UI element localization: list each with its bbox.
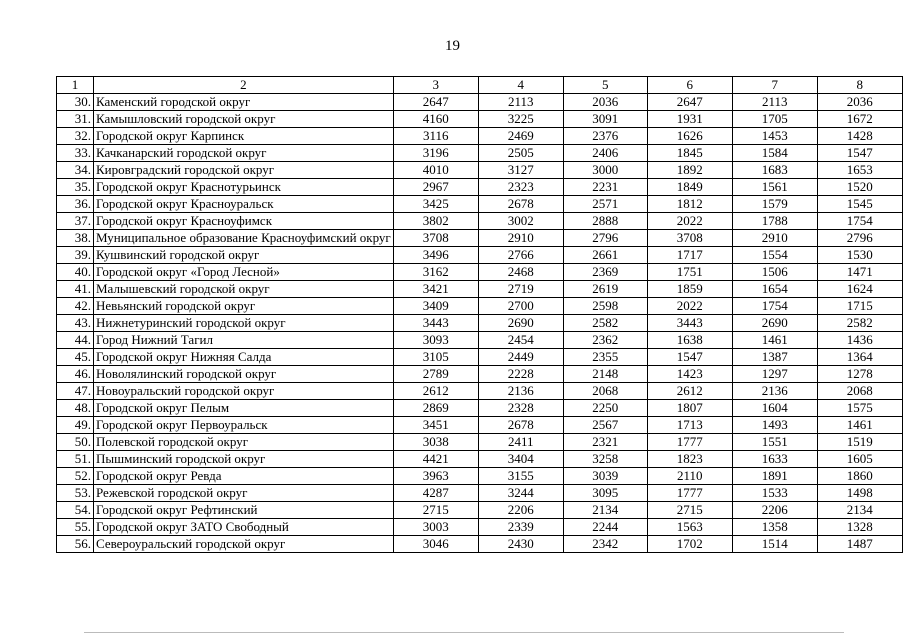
municipality-name: Малышевский городской округ [94, 281, 394, 298]
table-row [57, 366, 903, 383]
value-col-4: 2323 [478, 179, 563, 196]
value-col-7: 1387 [732, 349, 817, 366]
header-cell-1: 1 [57, 77, 94, 94]
header-cell-7: 7 [732, 77, 817, 94]
table-row [57, 162, 903, 179]
value-col-7: 1788 [732, 213, 817, 230]
value-col-6: 2612 [647, 383, 732, 400]
value-col-4: 2678 [478, 417, 563, 434]
value-col-8: 2068 [817, 383, 902, 400]
table-row [57, 451, 903, 468]
value-col-6: 1423 [647, 366, 732, 383]
value-col-5: 2571 [563, 196, 647, 213]
municipality-name: Городской округ Нижняя Салда [94, 349, 394, 366]
table-row [57, 94, 903, 111]
value-col-5: 3095 [563, 485, 647, 502]
municipality-name: Городской округ Красноуфимск [94, 213, 394, 230]
value-col-4: 3155 [478, 468, 563, 485]
value-col-7: 1506 [732, 264, 817, 281]
page-number: 19 [445, 38, 460, 54]
row-number: 56. [57, 536, 94, 553]
value-col-6: 2110 [647, 468, 732, 485]
row-number: 35. [57, 179, 94, 196]
value-col-5: 2661 [563, 247, 647, 264]
value-col-7: 1297 [732, 366, 817, 383]
value-col-8: 1624 [817, 281, 902, 298]
value-col-6: 1713 [647, 417, 732, 434]
value-col-3: 2612 [393, 383, 478, 400]
table-row [57, 179, 903, 196]
value-col-6: 2022 [647, 298, 732, 315]
header-cell-3: 3 [393, 77, 478, 94]
row-number: 38. [57, 230, 94, 247]
value-col-4: 2678 [478, 196, 563, 213]
row-number: 41. [57, 281, 94, 298]
value-col-4: 2505 [478, 145, 563, 162]
value-col-4: 2206 [478, 502, 563, 519]
value-col-8: 2582 [817, 315, 902, 332]
municipality-name: Полевской городской округ [94, 434, 394, 451]
value-col-4: 2719 [478, 281, 563, 298]
table-row [57, 383, 903, 400]
value-col-7: 2690 [732, 315, 817, 332]
value-col-5: 2406 [563, 145, 647, 162]
value-col-8: 1278 [817, 366, 902, 383]
value-col-7: 1604 [732, 400, 817, 417]
value-col-4: 2469 [478, 128, 563, 145]
value-col-7: 1493 [732, 417, 817, 434]
value-col-3: 3421 [393, 281, 478, 298]
value-col-6: 1563 [647, 519, 732, 536]
value-col-7: 1584 [732, 145, 817, 162]
value-col-7: 1358 [732, 519, 817, 536]
value-col-3: 3409 [393, 298, 478, 315]
value-col-8: 1605 [817, 451, 902, 468]
municipality-name: Городской округ Пелым [94, 400, 394, 417]
table-row [57, 519, 903, 536]
value-col-7: 1891 [732, 468, 817, 485]
value-col-8: 1498 [817, 485, 902, 502]
municipality-name: Новоуральский городской округ [94, 383, 394, 400]
value-col-8: 1754 [817, 213, 902, 230]
row-number: 48. [57, 400, 94, 417]
value-col-3: 3443 [393, 315, 478, 332]
value-col-3: 2647 [393, 94, 478, 111]
value-col-5: 2796 [563, 230, 647, 247]
table-row [57, 417, 903, 434]
value-col-3: 3802 [393, 213, 478, 230]
row-number: 51. [57, 451, 94, 468]
row-number: 52. [57, 468, 94, 485]
value-col-4: 2113 [478, 94, 563, 111]
value-col-3: 4421 [393, 451, 478, 468]
table-row [57, 128, 903, 145]
municipality-name: Каменский городской округ [94, 94, 394, 111]
value-col-7: 1754 [732, 298, 817, 315]
municipality-name: Городской округ Ревда [94, 468, 394, 485]
value-col-3: 4160 [393, 111, 478, 128]
value-col-6: 1717 [647, 247, 732, 264]
value-col-5: 2362 [563, 332, 647, 349]
value-col-8: 1575 [817, 400, 902, 417]
value-col-4: 2468 [478, 264, 563, 281]
value-col-6: 2022 [647, 213, 732, 230]
header-cell-6: 6 [647, 77, 732, 94]
row-number: 53. [57, 485, 94, 502]
table-body [57, 77, 903, 553]
value-col-4: 3127 [478, 162, 563, 179]
value-col-6: 1547 [647, 349, 732, 366]
municipality-name: Кировградский городской округ [94, 162, 394, 179]
value-col-5: 2134 [563, 502, 647, 519]
value-col-5: 3091 [563, 111, 647, 128]
value-col-5: 3258 [563, 451, 647, 468]
header-cell-8: 8 [817, 77, 902, 94]
value-col-4: 3002 [478, 213, 563, 230]
header-cell-2: 2 [94, 77, 394, 94]
row-number: 33. [57, 145, 94, 162]
value-col-8: 1520 [817, 179, 902, 196]
value-col-4: 2411 [478, 434, 563, 451]
value-col-4: 2766 [478, 247, 563, 264]
municipality-name: Городской округ «Город Лесной» [94, 264, 394, 281]
value-col-8: 1428 [817, 128, 902, 145]
value-col-5: 2342 [563, 536, 647, 553]
value-col-7: 1654 [732, 281, 817, 298]
value-col-6: 1849 [647, 179, 732, 196]
row-number: 34. [57, 162, 94, 179]
table-row [57, 111, 903, 128]
municipality-name: Новолялинский городской округ [94, 366, 394, 383]
value-col-6: 1892 [647, 162, 732, 179]
value-col-3: 3105 [393, 349, 478, 366]
value-col-5: 3000 [563, 162, 647, 179]
row-number: 46. [57, 366, 94, 383]
table-row [57, 213, 903, 230]
value-col-3: 2789 [393, 366, 478, 383]
table-row [57, 349, 903, 366]
value-col-3: 3496 [393, 247, 478, 264]
value-col-4: 2430 [478, 536, 563, 553]
value-col-8: 1530 [817, 247, 902, 264]
municipality-name: Городской округ ЗАТО Свободный [94, 519, 394, 536]
value-col-5: 2355 [563, 349, 647, 366]
value-col-3: 3162 [393, 264, 478, 281]
row-number: 45. [57, 349, 94, 366]
header-cell-4: 4 [478, 77, 563, 94]
value-col-3: 2967 [393, 179, 478, 196]
value-col-5: 2244 [563, 519, 647, 536]
value-col-6: 2715 [647, 502, 732, 519]
value-col-7: 1551 [732, 434, 817, 451]
value-col-3: 3963 [393, 468, 478, 485]
value-col-4: 2910 [478, 230, 563, 247]
row-number: 30. [57, 94, 94, 111]
table-row [57, 485, 903, 502]
value-col-4: 2328 [478, 400, 563, 417]
value-col-8: 1471 [817, 264, 902, 281]
value-col-6: 1751 [647, 264, 732, 281]
value-col-6: 1777 [647, 434, 732, 451]
value-col-7: 2910 [732, 230, 817, 247]
row-number: 47. [57, 383, 94, 400]
value-col-8: 1328 [817, 519, 902, 536]
footer-rule [84, 632, 844, 633]
value-col-5: 3039 [563, 468, 647, 485]
value-col-7: 1683 [732, 162, 817, 179]
value-col-8: 2036 [817, 94, 902, 111]
value-col-3: 2715 [393, 502, 478, 519]
value-col-3: 2869 [393, 400, 478, 417]
value-col-4: 3244 [478, 485, 563, 502]
value-col-8: 1461 [817, 417, 902, 434]
value-col-3: 3116 [393, 128, 478, 145]
value-col-6: 1823 [647, 451, 732, 468]
value-col-3: 3196 [393, 145, 478, 162]
value-col-8: 1436 [817, 332, 902, 349]
value-col-8: 1519 [817, 434, 902, 451]
municipality-name: Камышловский городской округ [94, 111, 394, 128]
value-col-7: 1561 [732, 179, 817, 196]
row-number: 36. [57, 196, 94, 213]
municipality-name: Город Нижний Тагил [94, 332, 394, 349]
value-col-7: 1705 [732, 111, 817, 128]
value-col-3: 3046 [393, 536, 478, 553]
value-col-8: 1364 [817, 349, 902, 366]
municipality-name: Городской округ Первоуральск [94, 417, 394, 434]
value-col-7: 1579 [732, 196, 817, 213]
value-col-5: 2068 [563, 383, 647, 400]
row-number: 50. [57, 434, 94, 451]
value-col-5: 2369 [563, 264, 647, 281]
header-cell-5: 5 [563, 77, 647, 94]
table-header-row [57, 77, 903, 94]
data-table [56, 76, 903, 553]
municipality-name: Городской округ Красноуральск [94, 196, 394, 213]
value-col-8: 1545 [817, 196, 902, 213]
value-col-7: 1633 [732, 451, 817, 468]
value-col-5: 2148 [563, 366, 647, 383]
municipality-name: Режевской городской округ [94, 485, 394, 502]
municipality-name: Невьянский городской округ [94, 298, 394, 315]
table-row [57, 196, 903, 213]
value-col-4: 2449 [478, 349, 563, 366]
value-col-4: 2690 [478, 315, 563, 332]
municipality-name: Городской округ Рефтинский [94, 502, 394, 519]
value-col-6: 1702 [647, 536, 732, 553]
municipality-name: Нижнетуринский городской округ [94, 315, 394, 332]
value-col-4: 2228 [478, 366, 563, 383]
value-col-4: 2136 [478, 383, 563, 400]
value-col-5: 2231 [563, 179, 647, 196]
table-row [57, 468, 903, 485]
table-row [57, 264, 903, 281]
value-col-7: 2136 [732, 383, 817, 400]
row-number: 37. [57, 213, 94, 230]
value-col-5: 2619 [563, 281, 647, 298]
row-number: 40. [57, 264, 94, 281]
value-col-3: 3451 [393, 417, 478, 434]
value-col-3: 4287 [393, 485, 478, 502]
table-row [57, 247, 903, 264]
row-number: 54. [57, 502, 94, 519]
value-col-6: 1807 [647, 400, 732, 417]
table-row [57, 400, 903, 417]
value-col-8: 1672 [817, 111, 902, 128]
table-row [57, 298, 903, 315]
value-col-6: 1812 [647, 196, 732, 213]
row-number: 42. [57, 298, 94, 315]
municipality-name: Североуральский городской округ [94, 536, 394, 553]
value-col-6: 1931 [647, 111, 732, 128]
value-col-6: 3443 [647, 315, 732, 332]
value-col-7: 1514 [732, 536, 817, 553]
value-col-5: 2376 [563, 128, 647, 145]
table-row [57, 502, 903, 519]
municipality-name: Городской округ Карпинск [94, 128, 394, 145]
row-number: 44. [57, 332, 94, 349]
value-col-8: 2796 [817, 230, 902, 247]
value-col-8: 1715 [817, 298, 902, 315]
value-col-4: 2454 [478, 332, 563, 349]
row-number: 43. [57, 315, 94, 332]
value-col-6: 1845 [647, 145, 732, 162]
value-col-4: 2339 [478, 519, 563, 536]
value-col-3: 3038 [393, 434, 478, 451]
value-col-4: 2700 [478, 298, 563, 315]
value-col-6: 2647 [647, 94, 732, 111]
row-number: 31. [57, 111, 94, 128]
row-number: 49. [57, 417, 94, 434]
value-col-7: 1533 [732, 485, 817, 502]
row-number: 39. [57, 247, 94, 264]
row-number: 55. [57, 519, 94, 536]
table-row [57, 332, 903, 349]
value-col-5: 2888 [563, 213, 647, 230]
table-row [57, 536, 903, 553]
municipality-name: Пышминский городской округ [94, 451, 394, 468]
value-col-4: 3225 [478, 111, 563, 128]
value-col-8: 1487 [817, 536, 902, 553]
value-col-5: 2582 [563, 315, 647, 332]
value-col-5: 2598 [563, 298, 647, 315]
value-col-7: 1461 [732, 332, 817, 349]
value-col-7: 1453 [732, 128, 817, 145]
municipality-name: Качканарский городской округ [94, 145, 394, 162]
table-row [57, 145, 903, 162]
value-col-3: 3003 [393, 519, 478, 536]
value-col-3: 4010 [393, 162, 478, 179]
table-row [57, 434, 903, 451]
value-col-5: 2036 [563, 94, 647, 111]
value-col-3: 3093 [393, 332, 478, 349]
value-col-8: 1653 [817, 162, 902, 179]
value-col-5: 2567 [563, 417, 647, 434]
value-col-3: 3425 [393, 196, 478, 213]
value-col-5: 2250 [563, 400, 647, 417]
value-col-6: 3708 [647, 230, 732, 247]
municipality-name: Кушвинский городской округ [94, 247, 394, 264]
value-col-6: 1626 [647, 128, 732, 145]
value-col-7: 1554 [732, 247, 817, 264]
table-row [57, 230, 903, 247]
municipality-name: Муниципальное образование Красноуфимский округ [94, 230, 394, 247]
table-row [57, 281, 903, 298]
value-col-7: 2206 [732, 502, 817, 519]
value-col-5: 2321 [563, 434, 647, 451]
value-col-8: 2134 [817, 502, 902, 519]
row-number: 32. [57, 128, 94, 145]
value-col-8: 1547 [817, 145, 902, 162]
value-col-6: 1859 [647, 281, 732, 298]
table-row [57, 315, 903, 332]
value-col-8: 1860 [817, 468, 902, 485]
value-col-6: 1777 [647, 485, 732, 502]
value-col-3: 3708 [393, 230, 478, 247]
value-col-6: 1638 [647, 332, 732, 349]
municipality-name: Городской округ Краснотурьинск [94, 179, 394, 196]
value-col-4: 3404 [478, 451, 563, 468]
value-col-7: 2113 [732, 94, 817, 111]
